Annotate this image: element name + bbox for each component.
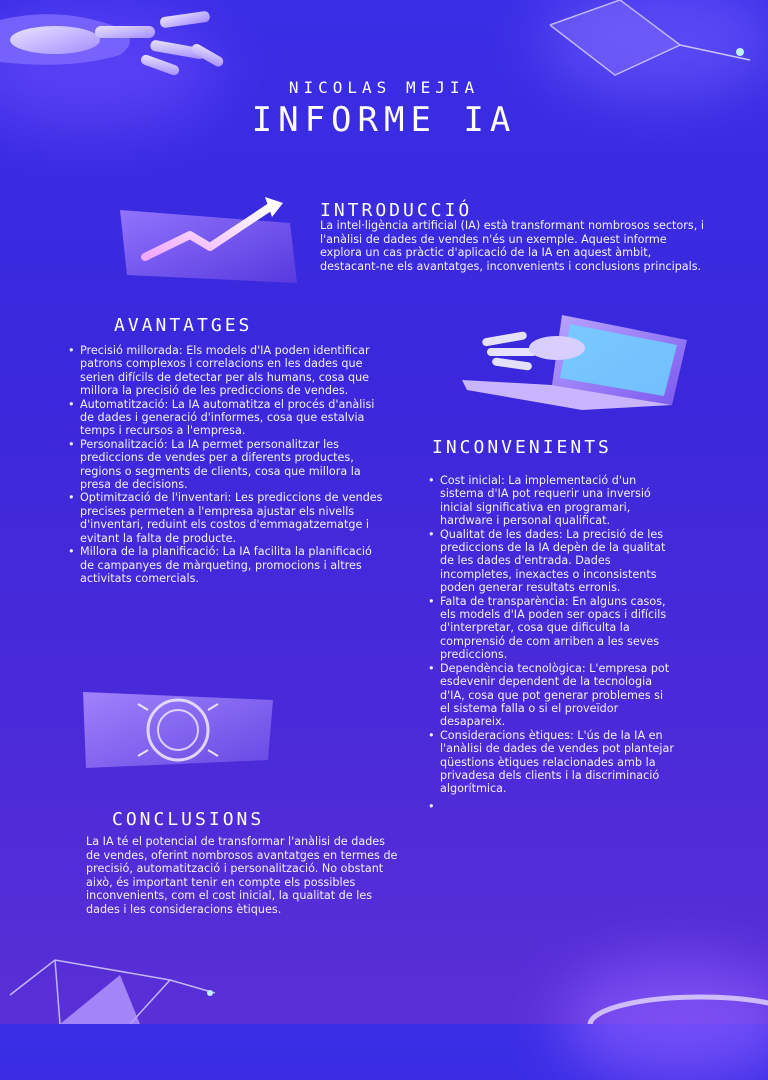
author-name: NICOLAS MEJIA: [288, 78, 480, 97]
list-item: • Consideracions ètiques: L'ús de la IA en l'anàlisi de dades de vendes pot plantejar qüestions ètiques relacionades amb la privadesa dels clients i la discriminació algorítmica.: [426, 729, 676, 796]
conclusions-heading: CONCLUSIONS: [112, 809, 265, 830]
list-item: • Qualitat de les dades: La precisió de les prediccions de la IA depèn de la qualitat de les dades d'entrada. Dades incompletes, inexactes o inconsistents poden generar resultats erronis.: [426, 528, 676, 595]
ring-illustration: [570, 985, 768, 1024]
list-item: • Precisió millorada: Els models d'IA poden identificar patrons complexos i correlacions en les dades que serien difícils de detectar per als humans, cosa que millora la precisió de les prediccions de vendes.: [66, 344, 386, 398]
growth-chart-illustration: [115, 195, 305, 295]
list-item: • Falta de transparència: En alguns casos, els models d'IA poden ser opacs i difícils d'interpretar, cosa que dificulta la comprensió de com arriben a les seves prediccions.: [426, 595, 676, 662]
list-item: • Optimització de l'inventari: Les prediccions de vendes precises permeten a l'empresa ajustar els nivells d'inventari, reduint els costos d'emmagatzematge i evitant la falta de producte.: [66, 491, 386, 545]
list-item: • Cost inicial: La implementació d'un sistema d'IA pot requerir una inversió inicial significativa en programari, hardware i personal qualificat.: [426, 474, 676, 528]
introduction-text: La intel·ligència artificial (IA) està transformant nombrosos sectors, i l'anàlisi de dades de vendes n'és un exemple. Aquest informe explora un cas pràctic d'aplicació de la IA en aquest àmbit, destacant-ne els avantatges, inconvenients i conclusions principals.: [320, 219, 704, 273]
cube-outline-illustration: [540, 0, 768, 80]
robot-hand-illustration: [0, 0, 260, 90]
advantages-list: [66, 344, 386, 585]
conclusions-text: La IA té el potencial de transformar l'anàlisi de dades de vendes, oferint nombrosos avantatges en termes de precisió, automatització i personalització. No obstant això, és important tenir en compte els possibles inconvenients, com el cost inicial, la qualitat de les dades i les consideracions ètiques.: [86, 835, 398, 916]
list-item: • Personalització: La IA permet personalitzar les prediccions de vendes per a diferents productes, regions o segments de clients, cosa que millora la presa de decisions.: [66, 438, 386, 492]
list-item: • Automatització: La IA automatitza el procés d'anàlisi de dades i generació d'informes, cosa que estalvia temps i recursos a l'empresa.: [66, 398, 386, 438]
laptop-robot-illustration: [462, 310, 694, 410]
introduction-heading: INTRODUCCIÓ: [320, 200, 473, 221]
list-item: • Dependència tecnològica: L'empresa pot esdevenir dependent de la tecnologia d'IA, cosa que pot generar problemes si el sistema falla o si el proveïdor desapareix.: [426, 662, 676, 729]
pyramid-outline-illustration: [0, 955, 230, 1024]
list-item: • Millora de la planificació: La IA facilita la planificació de campanyes de màrqueting, promocions i altres activitats comercials.: [66, 545, 386, 585]
page-title: INFORME IA: [251, 100, 517, 140]
disadvantages-list: [426, 474, 676, 800]
disadvantages-heading: INCONVENIENTS: [432, 437, 612, 458]
hologram-screen-illustration: [78, 690, 278, 770]
advantages-heading: AVANTATGES: [114, 315, 253, 336]
